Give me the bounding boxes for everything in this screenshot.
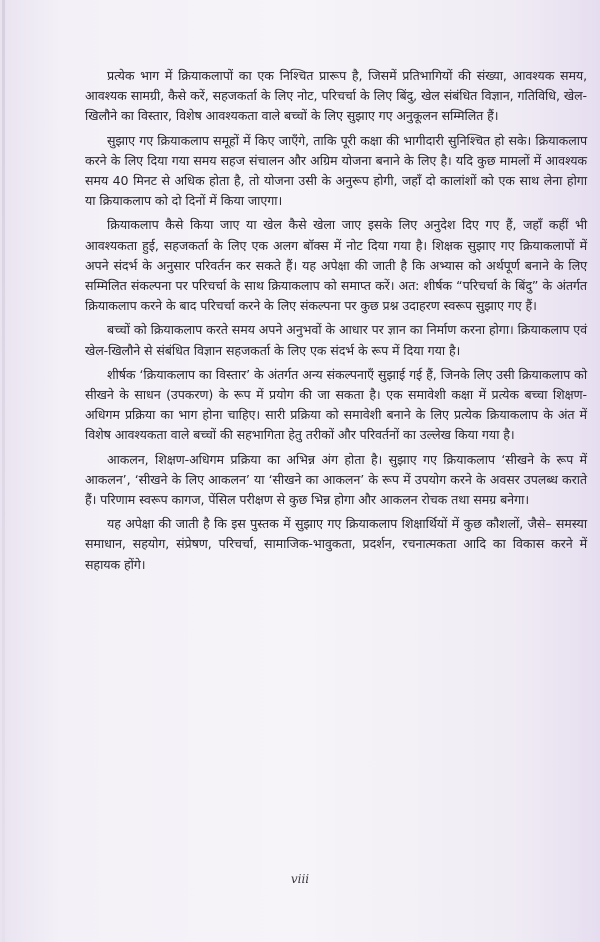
paragraph-knowledge-construction: बच्चों को क्रियाकलाप करते समय अपने अनुभवों के आधार पर ज्ञान का निर्माण करना होगा। क्रियाकलाप एवं खेल-खिलौने से संबंधित विज्ञान सहजकर्ता के लिए एक संदर्भ के रूप में दिया गया है। (85, 322, 587, 358)
page-body (85, 66, 587, 579)
page-edge-shadow (2, 0, 5, 942)
paragraph-activity-extension: शीर्षक ‘क्रियाकलाप का विस्तार’ के अंतर्गत अन्य संकल्पनाएँ सुझाई गई हैं, जिनके लिए उसी क्रियाकलाप को सीखने के साधन (उपकरण) के रूप में प्रयोग की जा सकता है। एक समावेशी कक्षा में प्रत्येक बच्चा शिक्षण-अधिगम प्रक्रिया का भाग होना चाहिए। सारी प्रक्रिया को समावेशी बनाने के लिए प्रत्येक क्रियाकलाप के अंत में विशेष आवश्यकता वाले बच्चों की सहभागिता हेतु तरीकों और परिवर्तनों का उल्लेख किया गया है। (85, 366, 587, 443)
paragraph-instructions: क्रियाकलाप कैसे किया जाए या खेल कैसे खेला जाए इसके लिए अनुदेश दिए गए हैं, जहाँ कहीं भी आवश्यकता हुई, सहजकर्ता के लिए एक अलग बॉक्स में नोट दिया गया है। शिक्षक सुझाए गए क्रियाकलापों में अपने संदर्भ के अनुसार परिवर्तन कर सकते हैं। यह अपेक्षा की जाती है कि अभ्यास को अर्थपूर्ण बनाने के लिए सम्मिलित संकल्पना पर परिचर्चा के साथ क्रियाकलाप को समाप्त करें। अत: शीर्षक “परिचर्चा के बिंदु” के अंतर्गत क्रियाकलाप करने के बाद परिचर्चा करने के लिए संकल्पना पर कुछ प्रश्न उदाहरण स्वरूप सुझाए गए हैं। (85, 217, 587, 314)
paragraph-skills-development: यह अपेक्षा की जाती है कि इस पुस्तक में सुझाए गए क्रियाकलाप शिक्षार्थियों में कुछ कौशलों, जैसे– समस्या समाधान, सहयोग, संप्रेषण, परिचर्चा, सामाजिक-भावुकता, प्रदर्शन, रचनात्मकता आदि का विकास करने में सहायक होंगे। (85, 516, 587, 572)
paragraph-group-activities: सुझाए गए क्रियाकलाप समूहों में किए जाएँगे, ताकि पूरी कक्षा की भागीदारी सुनिश्चित हो सके। क्रियाकलाप करने के लिए दिया गया समय सहज संचालन और अग्रिम योजना बनाने के लिए है। यदि कुछ मामलों में आवश्यक समय 40 मिनट से अधिक होता है, तो योजना उसी के अनुरूप होगी, जहाँ दो कालांशों को एक साथ लेना होगा या क्रियाकलाप को दो दिनों में किया जाएगा। (85, 132, 587, 209)
paragraph-activity-format: प्रत्येक भाग में क्रियाकलापों का एक निश्चित प्रारूप है, जिसमें प्रतिभागियों की संख्या, आवश्यक समय, आवश्यक सामग्री, कैसे करें, सहजकर्ता के लिए नोट, परिचर्चा के लिए बिंदु, खेल संबंधित विज्ञान, गतिविधि, खेल-खिलौने का विस्तार, विशेष आवश्यकता वाले बच्चों के लिए सुझाए गए अनुकूलन सम्मिलित हैं। (85, 68, 587, 124)
paragraph-assessment: आकलन, शिक्षण-अधिगम प्रक्रिया का अभिन्न अंग होता है। सुझाए गए क्रियाकलाप ‘सीखने के रूप में आकलन’, ‘सीखने के लिए आकलन’ या ‘सीखने का आकलन’ के रूप में उपयोग करने के अवसर उपलब्ध कराते हैं। परिणाम स्वरूप कागज, पेंसिल परीक्षण से कुछ भिन्न होगा और आकलन रोचक तथा समग्र बनेगा। (85, 451, 587, 508)
page-number: viii (290, 872, 310, 886)
